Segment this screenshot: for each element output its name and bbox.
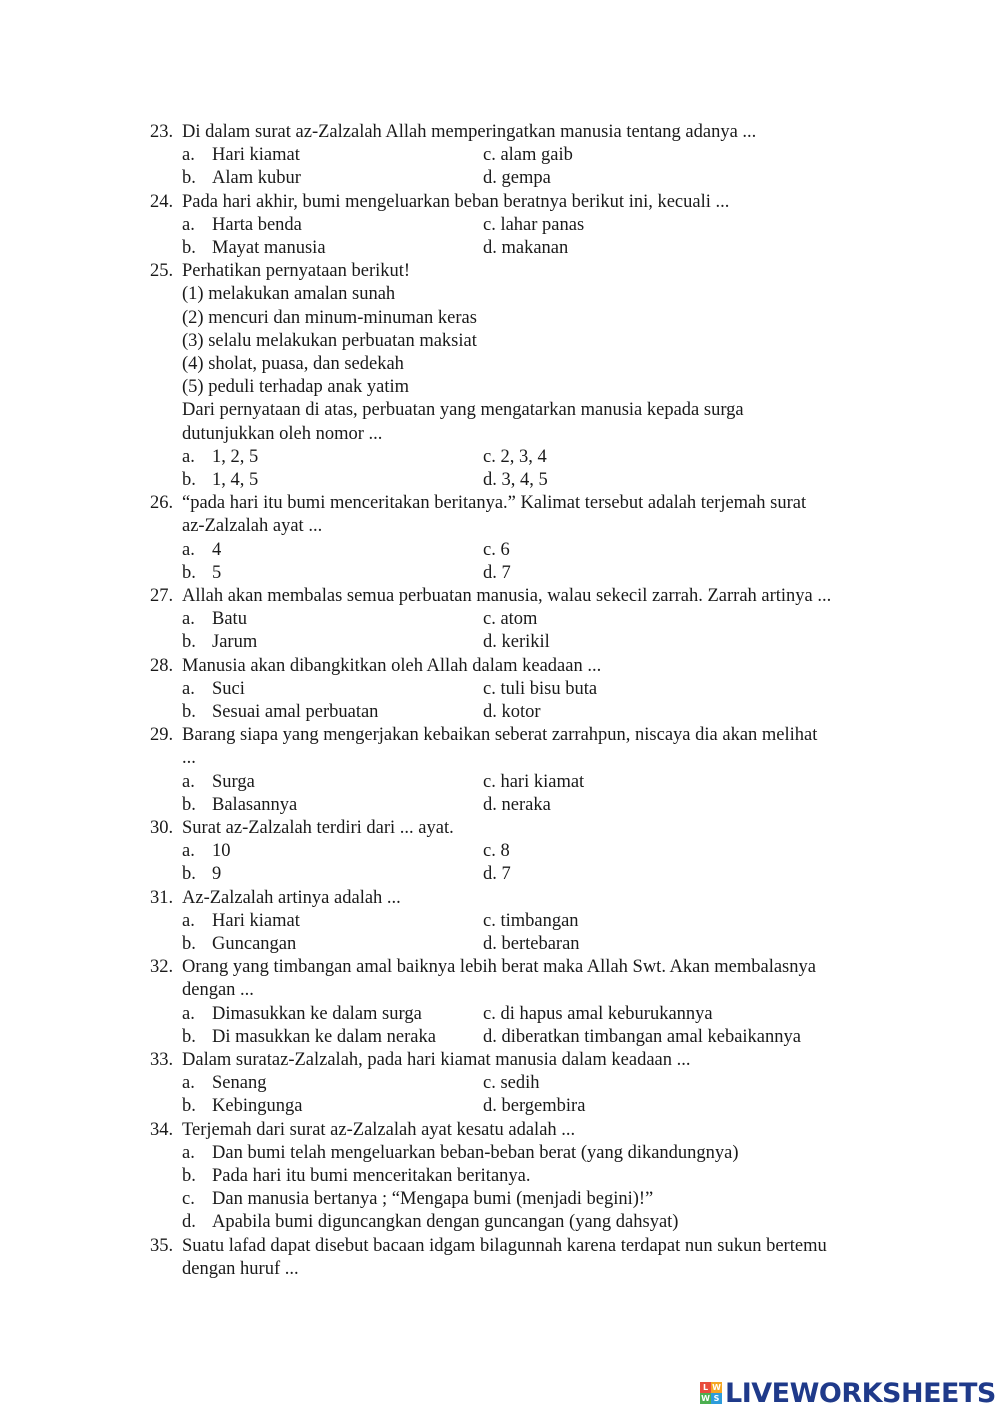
option-row [0,771,1000,794]
option-text: c. 6 [483,539,510,560]
option-text: 1, 2, 5 [212,446,259,467]
logo-mark-cell: W [701,1394,710,1403]
option-row [0,1095,1000,1118]
option-row [0,678,1000,701]
option-row [0,701,1000,724]
question-line [0,724,1000,747]
option-letter: b. [182,470,196,490]
option-letter: a. [182,609,195,630]
option-text: Di masukkan ke dalam neraka [212,1026,436,1047]
option-letter: a. [182,214,195,235]
question-number: 25. [150,261,174,282]
question-line [0,817,1000,840]
option-text: c. alam gaib [483,145,573,166]
option-letter: a. [182,145,195,166]
option-letter: a. [182,539,195,560]
statement-line [0,376,1000,399]
question-number: 32. [150,957,174,978]
option-text: c. tuli bisu buta [483,678,598,699]
question-line [0,191,1000,214]
statement-line [0,353,1000,376]
option-text: Guncangan [212,934,297,954]
question-line [0,121,1000,144]
option-text: Balasannya [212,794,298,815]
statement-text: (3) selalu melakukan perbuatan maksiat [182,330,477,351]
option-text: d. diberatkan timbangan amal kebaikannya [483,1026,801,1047]
option-letter: a. [182,1073,195,1094]
statement-line [0,330,1000,353]
option-row [0,144,1000,167]
option-text: 5 [212,562,222,583]
liveworksheets-logo [700,1378,996,1408]
question-text: Manusia akan dibangkitkan oleh Allah dalam keadaan ... [182,655,602,676]
option-text: Batu [212,609,247,630]
question-number: 34. [150,1119,174,1140]
statement-text: (4) sholat, puasa, dan sedekah [182,354,404,374]
question-number: 24. [150,191,174,212]
question-line [0,887,1000,910]
statement-text: Dari pernyataan di atas, perbuatan yang mengatarkan manusia kepada surga [182,400,744,421]
option-row [0,469,1000,492]
option-text: Hari kiamat [212,145,300,166]
option-text: Senang [212,1073,267,1094]
question-text: “pada hari itu bumi menceritakan beritanya.” Kalimat tersebut adalah terjemah surat [182,493,807,514]
question-text: Suatu lafad dapat disebut bacaan idgam bilagunnah karena terdapat nun sukun bertemu [182,1235,827,1256]
question-number: 26. [150,493,174,514]
question-number: 30. [150,818,174,838]
logo-mark-icon [700,1382,722,1404]
logo-mark-cell: S [711,1393,722,1404]
option-letter: a. [182,771,195,792]
option-row [0,840,1000,863]
logo-mark-cell: W [712,1383,721,1392]
option-text: c. 8 [483,841,510,862]
question-line [0,1119,1000,1142]
option-text: d. gempa [483,168,551,189]
question-text: Di dalam surat az-Zalzalah Allah memperingatkan manusia tentang adanya ... [182,122,757,142]
option-row [0,562,1000,585]
option-letter: a. [182,841,195,862]
option-row [0,608,1000,631]
option-text: 10 [212,841,231,862]
option-row [0,1142,1000,1165]
option-text: Hari kiamat [212,910,300,931]
option-text: c. hari kiamat [483,771,585,792]
option-letter: b. [182,1096,196,1117]
option-text: d. 3, 4, 5 [483,470,548,490]
option-text: Harta benda [212,214,302,235]
option-letter: a. [182,910,195,931]
option-text: 1, 4, 5 [212,470,259,490]
statement-text: dutunjukkan oleh nomor ... [182,423,383,444]
option-text: Kebingunga [212,1096,303,1117]
option-row [0,910,1000,933]
option-letter: d. [182,1212,196,1233]
option-letter: b. [182,794,196,815]
question-text: Allah akan membalas semua perbuatan manusia, walau sekecil zarrah. Zarrah artinya ... [182,586,832,606]
option-text: d. 7 [483,864,511,885]
option-text: d. 7 [483,562,511,583]
question-line [0,956,1000,979]
option-text: c. atom [483,609,538,630]
option-row [0,1165,1000,1188]
question-line [0,979,1000,1002]
question-text: Barang siapa yang mengerjakan kebaikan seberat zarrahpun, niscaya dia akan melihat [182,725,818,746]
option-text: c. timbangan [483,910,579,931]
question-text: Orang yang timbangan amal baiknya lebih berat maka Allah Swt. Akan membalasnya [182,957,816,978]
option-letter: b. [182,238,196,258]
statement-text: (5) peduli terhadap anak yatim [182,377,410,398]
statement-line [0,423,1000,446]
option-row [0,1026,1000,1049]
question-text: az-Zalzalah ayat ... [182,516,323,537]
option-row [0,214,1000,237]
question-number: 23. [150,122,174,142]
option-letter: b. [182,632,196,653]
option-row [0,1211,1000,1234]
question-text: Dalam surataz-Zalzalah, pada hari kiamat manusia dalam keadaan ... [182,1050,691,1070]
question-line [0,1049,1000,1072]
option-row [0,1188,1000,1211]
question-line [0,747,1000,770]
option-text: Dimasukkan ke dalam surga [212,1003,422,1024]
question-line [0,655,1000,678]
option-row [0,933,1000,956]
option-letter: c. [182,1189,195,1210]
option-letter: a. [182,1142,195,1163]
statement-line [0,307,1000,330]
option-text: Dan manusia bertanya ; “Mengapa bumi (menjadi begini)!” [212,1189,654,1210]
option-row [0,863,1000,886]
option-text: c. di hapus amal keburukannya [483,1003,713,1024]
logo-mark-cell: L [700,1382,711,1393]
option-text: Apabila bumi diguncangkan dengan guncangan (yang dahsyat) [212,1212,679,1233]
option-text: Mayat manusia [212,238,326,258]
question-line [0,1235,1000,1258]
question-line [0,1258,1000,1281]
option-letter: b. [182,168,196,189]
question-text: Surat az-Zalzalah terdiri dari ... ayat. [182,818,454,838]
question-number: 29. [150,725,174,746]
option-text: Jarum [212,632,258,653]
option-text: c. lahar panas [483,214,585,235]
option-row [0,1072,1000,1095]
option-text: 4 [212,539,222,560]
option-text: Suci [212,678,245,699]
option-text: Pada hari itu bumi menceritakan beritanya. [212,1166,531,1186]
question-text: dengan ... [182,980,254,1001]
option-row [0,1003,1000,1026]
option-text: d. bergembira [483,1096,586,1117]
option-text: Sesuai amal perbuatan [212,702,379,722]
option-text: d. kerikil [483,632,550,653]
question-line [0,492,1000,515]
question-text: Perhatikan pernyataan berikut! [182,261,411,282]
question-text: Az-Zalzalah artinya adalah ... [182,887,401,908]
question-line [0,515,1000,538]
option-text: c. sedih [483,1073,540,1094]
option-text: d. neraka [483,794,551,815]
option-text: c. 2, 3, 4 [483,446,547,467]
option-row [0,539,1000,562]
option-letter: b. [182,702,196,722]
option-letter: b. [182,1026,196,1047]
option-text: 9 [212,864,222,885]
option-row [0,446,1000,469]
option-text: Dan bumi telah mengeluarkan beban-beban berat (yang dikandungnya) [212,1142,739,1163]
question-number: 33. [150,1050,174,1070]
question-text: Pada hari akhir, bumi mengeluarkan beban beratnya berikut ini, kecuali ... [182,191,730,212]
option-letter: b. [182,934,196,954]
question-number: 27. [150,586,174,606]
question-number: 28. [150,655,174,676]
option-text: Alam kubur [212,168,301,189]
option-text: d. makanan [483,238,569,258]
question-text: ... [182,748,196,769]
option-row [0,167,1000,190]
option-letter: b. [182,562,196,583]
question-number: 31. [150,887,174,908]
question-number: 35. [150,1235,174,1256]
statement-text: (2) mencuri dan minum-minuman keras [182,307,477,328]
option-row [0,631,1000,654]
statement-line [0,283,1000,306]
option-row [0,794,1000,817]
option-letter: a. [182,678,195,699]
option-text: d. kotor [483,702,541,722]
option-letter: a. [182,446,195,467]
question-text: Terjemah dari surat az-Zalzalah ayat kesatu adalah ... [182,1119,576,1140]
option-text: Surga [212,771,255,792]
logo-text: LIVEWORKSHEETS [725,1377,996,1409]
option-text: d. bertebaran [483,934,580,954]
option-letter: b. [182,1166,196,1186]
question-line [0,585,1000,608]
question-text: dengan huruf ... [182,1258,299,1279]
statement-text: (1) melakukan amalan sunah [182,284,396,305]
statement-line [0,399,1000,422]
option-letter: b. [182,864,196,885]
option-row [0,237,1000,260]
question-line [0,260,1000,283]
option-letter: a. [182,1003,195,1024]
